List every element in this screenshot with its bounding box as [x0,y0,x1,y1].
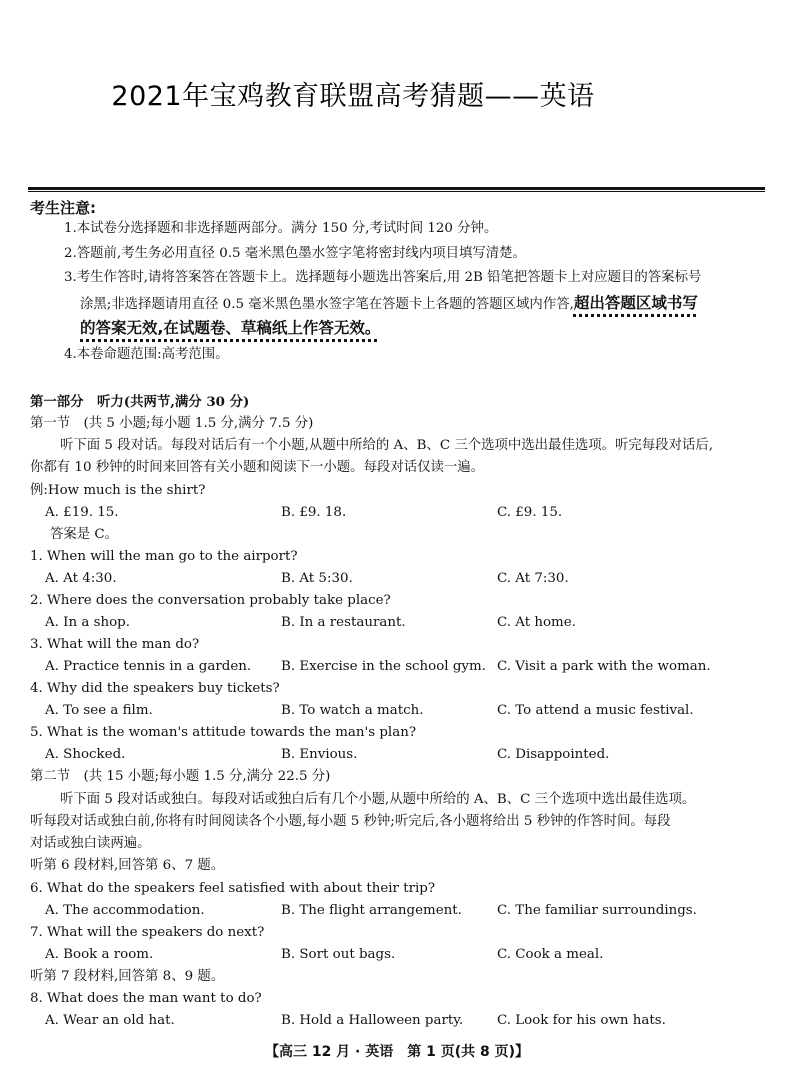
material-6-intro: 听第 6 段材料,回答第 6、7 题。 [30,858,225,873]
q6-option-b: B. The flight arrangement. [281,903,462,918]
q5-option-c: C. Disappointed. [497,747,610,762]
q7-option-c: C. Cook a meal. [497,947,604,962]
notice-heading: 考生注意: [30,199,96,217]
question-8: 8. What does the man want to do? [30,991,262,1006]
section1-heading: 第一节 (共 5 小题;每小题 1.5 分,满分 7.5 分) [30,416,314,431]
question-1: 1. When will the man go to the airport? [30,549,298,564]
q4-option-b: B. To watch a match. [281,703,424,718]
notice-item-3-line-2 [80,292,698,316]
top-rule-thin [28,191,765,192]
notice-item-2: 2.答题前,考生务必用直径 0.5 毫米黑色墨水签字笔将密封线内项目填写清楚。 [64,246,526,261]
q7-option-b: B. Sort out bags. [281,947,396,962]
section1-instructions-1: 听下面 5 段对话。每段对话后有一个小题,从题中所给的 A、B、C 三个选项中选出最佳选项。听完每段对话后, [60,438,713,453]
q8-option-a: A. Wear an old hat. [45,1013,175,1028]
section1-instructions-2: 你都有 10 秒钟的时间来回答有关小题和阅读下一小题。每段对话仅读一遍。 [30,460,485,475]
notice-item-3-line-1: 3.考生作答时,请将答案答在答题卡上。选择题每小题选出答案后,用 2B 铅笔把答题卡上对应题目的答案标号 [64,270,702,285]
question-4: 4. Why did the speakers buy tickets? [30,681,280,696]
q4-option-a: A. To see a film. [45,703,153,718]
notice-item-4: 4.本卷命题范围:高考范围。 [64,347,229,362]
notice-item-3-line-2-text: 涂黑;非选择题请用直径 0.5 毫米黑色墨水签字笔在答题卡上各题的答题区域内作答, [80,297,574,312]
top-rule [28,187,765,190]
q7-option-a: A. Book a room. [45,947,154,962]
section2-instructions-3: 对话或独白读两遍。 [30,836,151,851]
q8-option-c: C. Look for his own hats. [497,1013,666,1028]
notice-emphasis-2: 的答案无效,在试题卷、草稿纸上作答无效。 [80,319,381,337]
example-option-c: C. £9. 15. [497,505,563,520]
q1-option-c: C. At 7:30. [497,571,569,586]
q5-option-b: B. Envious. [281,747,358,762]
page-footer: 【高三 12 月 · 英语 第 1 页(共 8 页)】 [264,1044,530,1060]
document-title: 2021年宝鸡教育联盟高考猜题——英语 [111,81,595,112]
q5-option-a: A. Shocked. [45,747,126,762]
q1-option-b: B. At 5:30. [281,571,353,586]
question-3: 3. What will the man do? [30,637,200,652]
example-question: 例:How much is the shirt? [30,483,206,498]
material-7-intro: 听第 7 段材料,回答第 8、9 题。 [30,969,225,984]
q3-option-c: C. Visit a park with the woman. [497,659,711,674]
question-7: 7. What will the speakers do next? [30,925,265,940]
q3-option-a: A. Practice tennis in a garden. [45,659,252,674]
example-answer: 答案是 C。 [50,527,119,542]
q6-option-c: C. The familiar surroundings. [497,903,697,918]
section2-instructions-1: 听下面 5 段对话或独白。每段对话或独白后有几个小题,从题中所给的 A、B、C 三个选项中选出最佳选项。 [60,792,696,807]
q2-option-b: B. In a restaurant. [281,615,406,630]
notice-emphasis-1: 超出答题区域书写 [573,294,698,312]
q1-option-a: A. At 4:30. [45,571,117,586]
question-5: 5. What is the woman's attitude towards the man's plan? [30,725,416,740]
part1-heading: 第一部分 听力(共两节,满分 30 分) [30,394,250,410]
example-option-b: B. £9. 18. [281,505,347,520]
q3-option-b: B. Exercise in the school gym. [281,659,486,674]
section2-heading: 第二节 (共 15 小题;每小题 1.5 分,满分 22.5 分) [30,769,331,784]
q6-option-a: A. The accommodation. [45,903,205,918]
q2-option-c: C. At home. [497,615,576,630]
question-2: 2. Where does the conversation probably take place? [30,593,391,608]
example-option-a: A. £19. 15. [45,505,119,520]
q8-option-b: B. Hold a Halloween party. [281,1013,464,1028]
q2-option-a: A. In a shop. [45,615,130,630]
question-6: 6. What do the speakers feel satisfied with about their trip? [30,881,436,896]
q4-option-c: C. To attend a music festival. [497,703,694,718]
section2-instructions-2: 听每段对话或独白前,你将有时间阅读各个小题,每小题 5 秒钟;听完后,各小题将给出 5 秒钟的作答时间。每段 [30,814,671,829]
notice-item-1: 1.本试卷分选择题和非选择题两部分。满分 150 分,考试时间 120 分钟。 [64,221,498,236]
